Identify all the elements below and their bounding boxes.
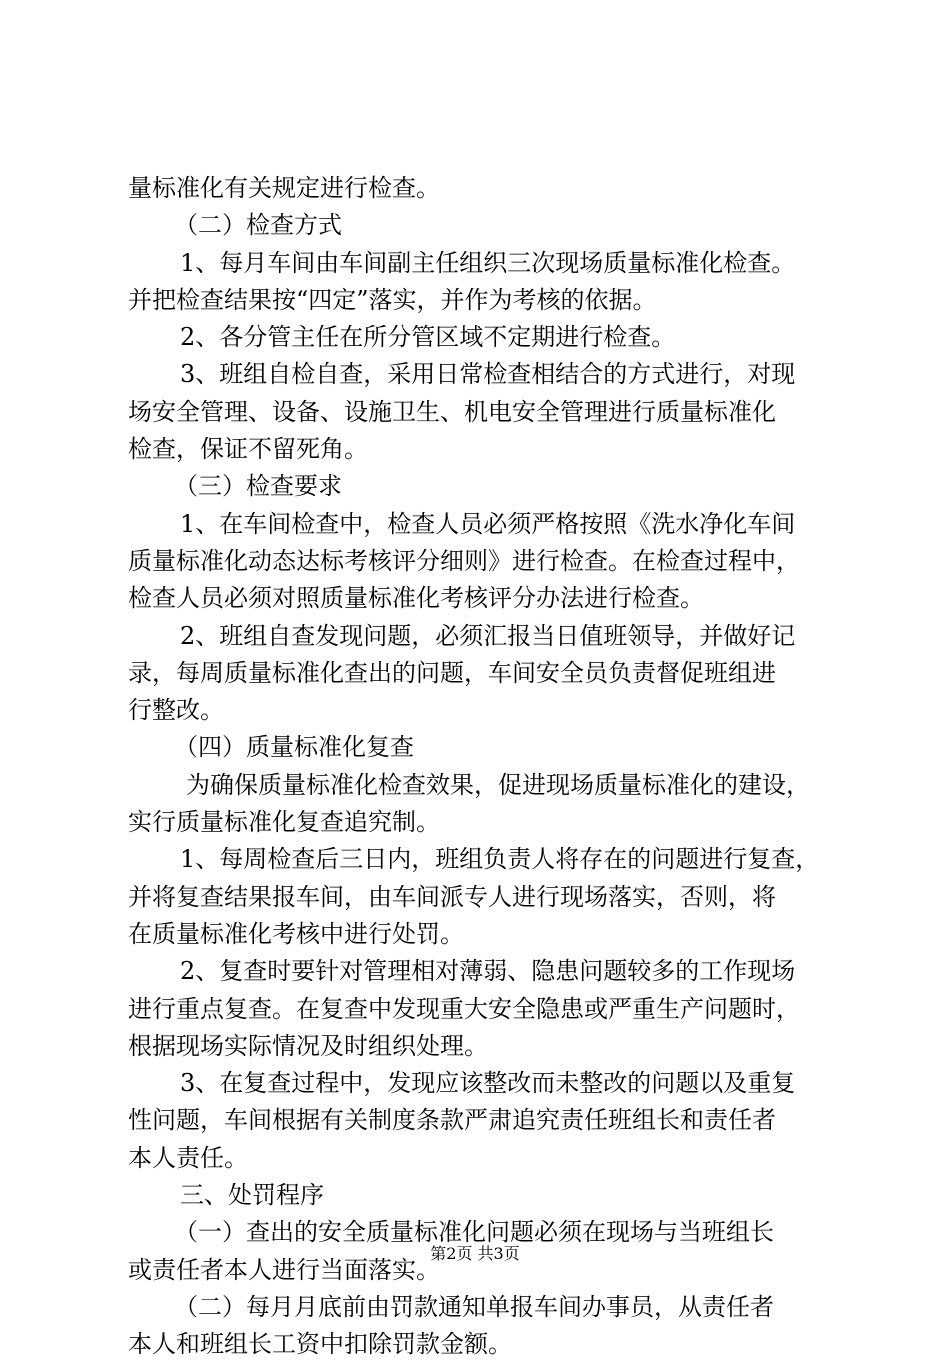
text-line: 或责任者本人进行当面落实。 [128,1255,440,1284]
text-line: 3、班组自检自查，采用日常检查相结合的方式进行，对现 [180,360,796,389]
text-line: 3、在复查过程中，发现应该整改而未整改的问题以及重复 [180,1069,796,1098]
page-footer: 第2页 共3页 [430,1244,520,1263]
text-line: （一）查出的安全质量标准化问题必须在现场与当班组长 [174,1218,774,1247]
text-line: 在质量标准化考核中进行处罚。 [128,919,464,948]
text-line: 2、班组自查发现问题，必须汇报当日值班领导，并做好记 [180,621,796,650]
text-line: 2、复查时要针对管理相对薄弱、隐患问题较多的工作现场 [180,957,796,986]
text-line: 1、每周检查后三日内，班组负责人将存在的问题进行复查， [180,845,820,874]
text-line: 1、在车间检查中，检查人员必须严格按照《洗水净化车间 [180,509,796,538]
section-heading: （四）质量标准化复查 [174,733,414,762]
text-line: 进行重点复查。在复查中发现重大安全隐患或严重生产问题时， [128,994,800,1023]
text-line: 为确保质量标准化检查效果，促进现场质量标准化的建设， [186,770,810,799]
document-body [128,170,848,1364]
text-line: 本人责任。 [128,1143,248,1172]
text-line: 并将复查结果报车间，由车间派专人进行现场落实，否则，将 [128,882,776,911]
section-heading: 三、处罚程序 [180,1181,324,1210]
text-line: 行整改。 [128,696,224,725]
text-line: 并把检查结果按“四定”落实，并作为考核的依据。 [128,285,657,314]
text-line: 场安全管理、设备、设施卫生、机电安全管理进行质量标准化 [128,397,776,426]
text-line: 检查，保证不留死角。 [128,435,368,464]
text-line: 根据现场实际情况及时组织处理。 [128,1031,488,1060]
text-line: 录，每周质量标准化查出的问题，车间安全员负责督促班组进 [128,658,776,687]
text-line: （二）每月月底前由罚款通知单报车间办事员，从责任者 [174,1292,774,1321]
text-line: 1、每月车间由车间副主任组织三次现场质量标准化检查。 [180,248,796,277]
text-line: 性问题，车间根据有关制度条款严肃追究责任班组长和责任者 [128,1106,776,1135]
section-heading: （三）检查要求 [174,472,342,501]
text-line: 质量标准化动态达标考核评分细则》进行检查。在检查过程中， [128,546,800,575]
text-line: 实行质量标准化复查追究制。 [128,808,440,837]
text-line: 量标准化有关规定进行检查。 [128,174,440,202]
text-line: 检查人员必须对照质量标准化考核评分办法进行检查。 [128,584,704,613]
text-line: 2、各分管主任在所分管区域不定期进行检查。 [180,323,676,352]
text-line: 本人和班组长工资中扣除罚款金额。 [128,1330,512,1359]
section-heading: （二）检查方式 [174,211,342,240]
